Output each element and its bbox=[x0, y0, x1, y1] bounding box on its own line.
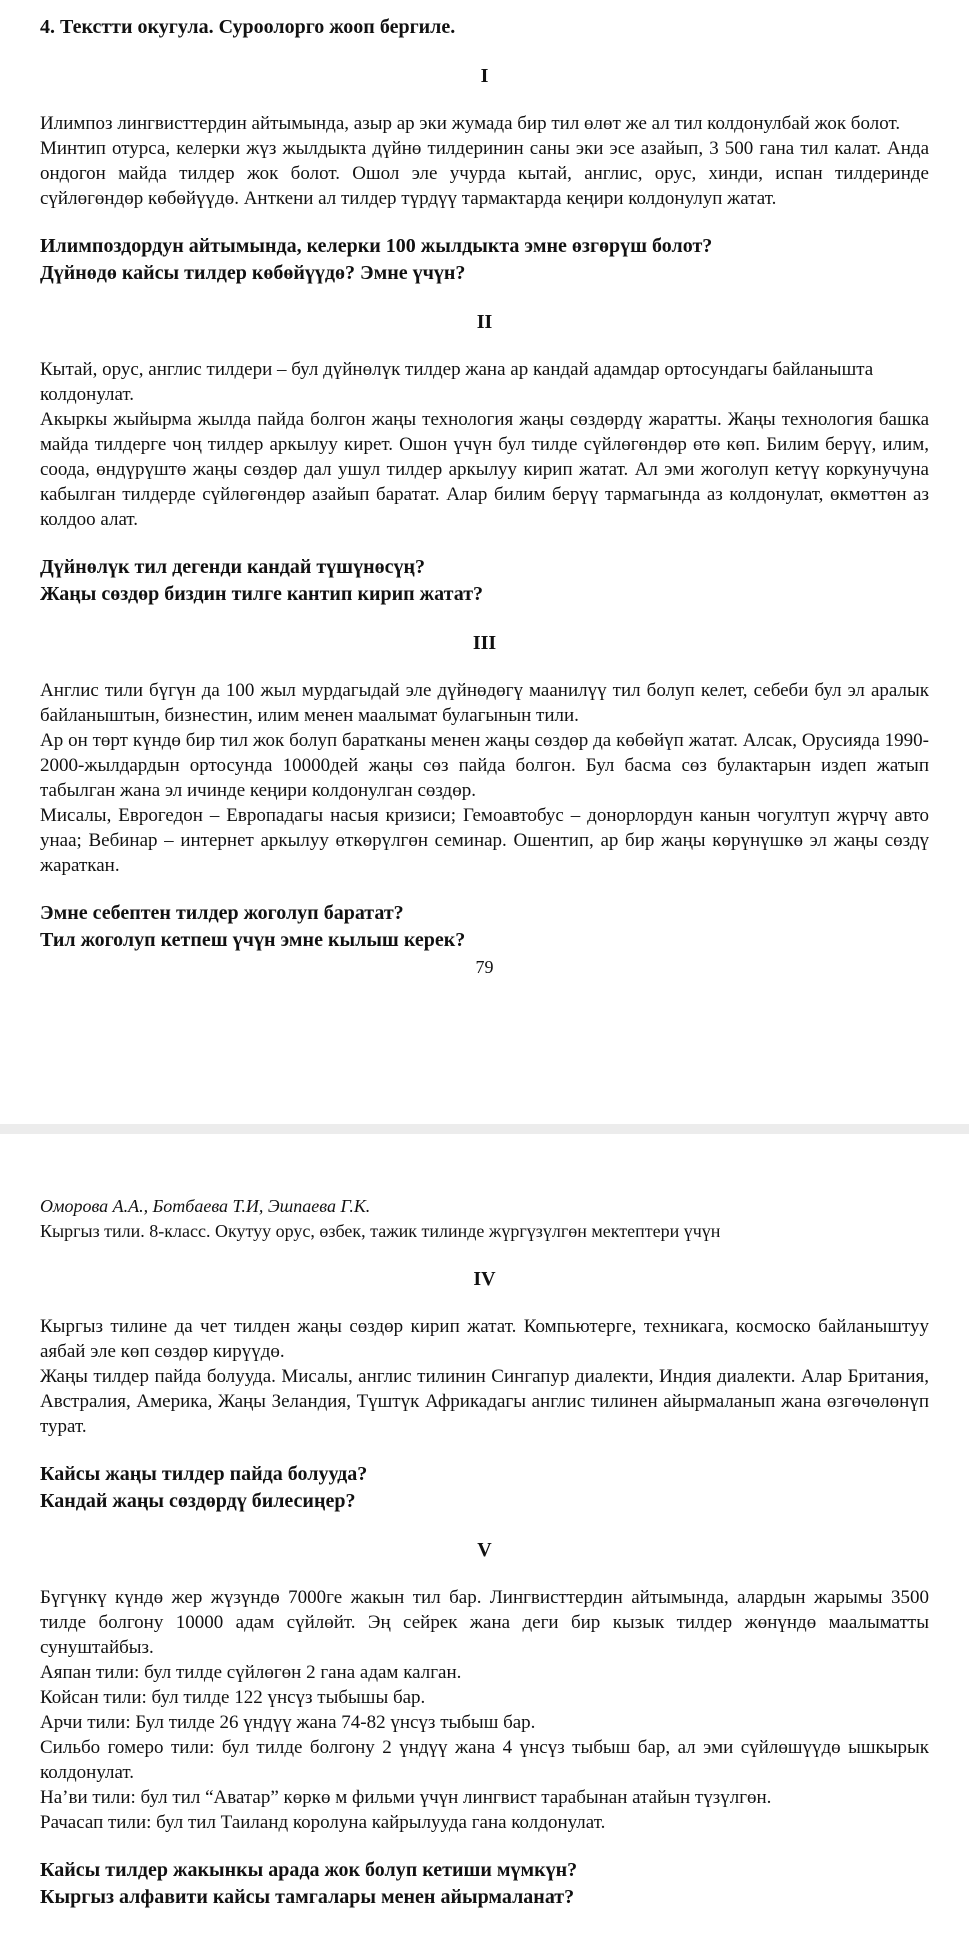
page-80-content bbox=[40, 1194, 929, 1933]
page-separator bbox=[0, 1124, 969, 1134]
exercise-title: 4. Текстти окугула. Суроолорго жооп бергиле. bbox=[40, 16, 456, 38]
question: Кыргыз алфавити кайсы тамгалары менен айырмаланат? bbox=[40, 1886, 575, 1908]
question: Тил жоголуп кетпеш үчүн эмне кылыш керек? bbox=[40, 929, 466, 951]
question: Кайсы жаңы тилдер пайда болууда? bbox=[40, 1463, 368, 1485]
question: Жаңы сөздөр биздин тилге кантип кирип жатат? bbox=[40, 583, 484, 605]
question: Эмне себептен тилдер жоголуп баратат? bbox=[40, 902, 404, 924]
language-fact: Аяпан тили: бул тилде сүйлөгөн 2 гана адам калган. bbox=[40, 1662, 462, 1683]
section-i-paragraph: Илимпоз лингвисттердин айтымында, азыр ар эки жумада бир тил өлөт же ал тил колдонулбай жок болот. bbox=[40, 113, 901, 134]
section-v-paragraph: Бүгүнкү күндө жер жүзүндө 7000ге жакын тил бар. Лингвисттердин айтымында, алардын жарымы 3500 тилде болгону 10000 адам сүйлөйт. Эң сейрек жана деги бир кызык тилдер жөнүндө маалыматты сунуштайбыз. bbox=[40, 1587, 929, 1658]
section-iii-paragraph: Ар он төрт күндө бир тил жок болуп баратканы менен жаңы сөздөр да көбөйүп жатат. Алсак, Орусияда 1990-2000-жылдардын ортосунда 10000дей жаңы сөз пайда болгон. Бул басма сөз булактарын издеп жатып табылган жана эл ичинде кеңири колдонулган сөздөр. bbox=[40, 730, 929, 801]
section-v-questions bbox=[40, 1857, 929, 1911]
running-header-authors: Оморова А.А., Ботбаева Т.И, Эшпаева Г.К. bbox=[40, 1196, 371, 1216]
section-iii-paragraph: Англис тили бүгүн да 100 жыл мурдагыдай эле дүйнөдөгү маанилүү тил болуп келет, себеби бул эл аралык байланыштын, бизнестин, илим менен маалымат булагынын тили. bbox=[40, 680, 929, 726]
section-iii-questions bbox=[40, 900, 929, 954]
language-fact: Койсан тили: бул тилде 122 үнсүз тыбышы бар. bbox=[40, 1687, 426, 1708]
section-numeral-ii: II bbox=[476, 311, 493, 333]
section-numeral-iii: III bbox=[472, 632, 497, 654]
section-iv-paragraph: Жаңы тилдер пайда болууда. Мисалы, англис тилинин Сингапур диалекти, Индия диалекти. Алар Британия, Австралия, Америка, Жаңы Зеландия, Түштүк Африкадагы англис тилинен айырмаланып жана өзгөчөлөнүп турат. bbox=[40, 1366, 929, 1437]
section-iii-paragraph: Мисалы, Еврогедон – Европадагы насыя кризиси; Гемоавтобус – донорлордун канын чогултуп жүрчү авто унаа; Вебинар – интернет аркылуу өткөрүлгөн семинар. Ошентип, ар бир жаңы көрүнүшкө эл жаңы сөздү жараткан. bbox=[40, 805, 929, 876]
page-number: 79 bbox=[475, 957, 494, 977]
question: Дүйнөдө кайсы тилдер көбөйүүдө? Эмне үчүн? bbox=[40, 262, 466, 284]
page-79-content bbox=[40, 14, 929, 978]
section-numeral-v: V bbox=[477, 1539, 492, 1561]
question: Дүйнөлүк тил дегенди кандай түшүнөсүң? bbox=[40, 556, 425, 578]
language-fact: На’ви тили: бул тил “Аватар” көркө м фильми үчүн лингвист тарабынан атайын түзүлгөн. bbox=[40, 1787, 772, 1808]
section-ii-paragraph: Кытай, орус, англис тилдери – бул дүйнөлүк тилдер жана ар кандай адамдар ортосундагы байланышта колдонулат. bbox=[40, 359, 874, 405]
running-header-book-title: Кыргыз тили. 8-класс. Окутуу орус, өзбек, тажик тилинде жүргүзүлгөн мектептери үчүн bbox=[40, 1221, 721, 1241]
section-numeral-i: I bbox=[480, 65, 489, 87]
question: Илимпоздордун айтымында, келерки 100 жылдыкта эмне өзгөрүш болот? bbox=[40, 235, 713, 257]
question: Кандай жаңы сөздөрдү билесиңер? bbox=[40, 1490, 356, 1512]
section-iv-questions bbox=[40, 1461, 929, 1515]
question: Кайсы тилдер жакынкы арада жок болуп кетиши мүмкүн? bbox=[40, 1859, 578, 1881]
section-i-paragraph: Минтип отурса, келерки жүз жылдыкта дүйнө тилдеринин саны эки эсе азайып, 3 500 гана тил калат. Анда ондогон майда тилдер жок болот. Ошол эле учурда кытай, англис, орус, хинди, испан тилдеринде сүйлөгөндөр көбөйүүдө. Анткени ал тилдер түрдүү тармактарда кеңири колдонулуп жатат. bbox=[40, 138, 929, 209]
language-fact: Рачасап тили: бул тил Таиланд королуна кайрылууда гана колдонулат. bbox=[40, 1812, 606, 1833]
section-iv-paragraph: Кыргыз тилине да чет тилден жаңы сөздөр кирип жатат. Компьютерге, техникага, космоско байланыштуу аябай эле көп сөздөр кирүүдө. bbox=[40, 1316, 929, 1362]
section-numeral-iv: IV bbox=[473, 1268, 496, 1290]
language-fact: Сильбо гомеро тили: бул тилде болгону 2 үндүү жана 4 үнсүз тыбыш бар, ал эми сүйлөшүүдө ышкырык колдонулат. bbox=[40, 1737, 929, 1783]
section-i-questions bbox=[40, 233, 929, 287]
section-ii-questions bbox=[40, 554, 929, 608]
section-ii-paragraph: Акыркы жыйырма жылда пайда болгон жаңы технология жаңы сөздөрдү жаратты. Жаңы технология башка майда тилдерге чоң тилдер аркылуу кирет. Ошон үчүн бул тилде сүйлөгөндөр өтө көп. Билим берүү, илим, соода, өндүрүштө жаңы сөздөр дал ушул тилдер аркылуу кирип жатат. Ал эми жоголуп кетүү коркунучуна кабылган тилдерде сүйлөгөндөр азайып баратат. Алар билим берүү тармагында аз колдонулат, өкмөттөн аз колдоо алат. bbox=[40, 409, 929, 530]
language-fact: Арчи тили: Бул тилде 26 үндүү жана 74-82 үнсүз тыбыш бар. bbox=[40, 1712, 536, 1733]
